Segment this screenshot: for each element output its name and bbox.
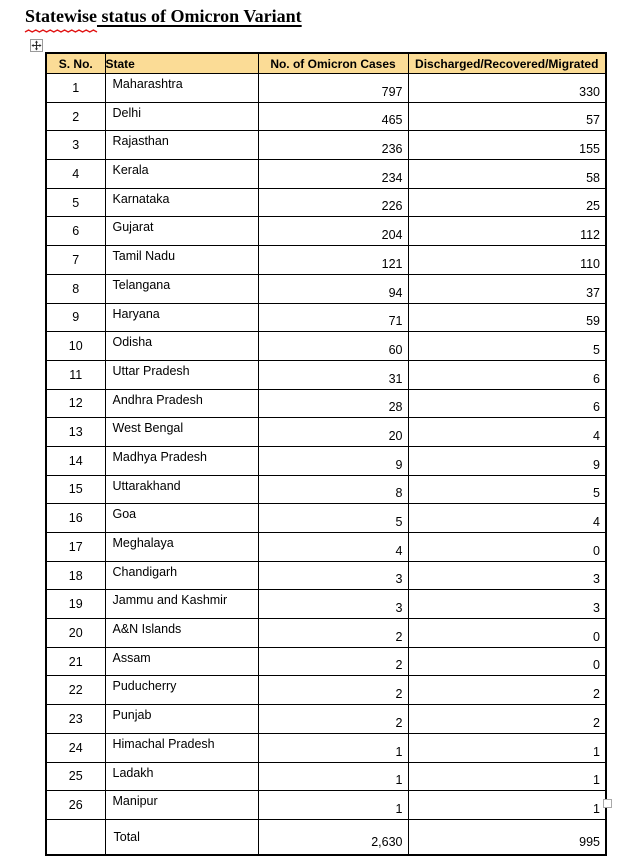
cases-cell: 3 [258,590,408,619]
discharged-cell: 110 [408,246,606,275]
sno-cell: 18 [46,561,105,590]
cases-cell: 465 [258,102,408,131]
discharged-cell: 6 [408,360,606,389]
discharged-cell: 3 [408,590,606,619]
state-cell: West Bengal [105,418,258,447]
total-discharged-cell: 995 [408,819,606,855]
sno-cell: 23 [46,705,105,734]
sno-cell: 3 [46,131,105,160]
state-cell: Karnataka [105,188,258,217]
state-cell: Delhi [105,102,258,131]
state-cell: A&N Islands [105,619,258,648]
cases-cell: 71 [258,303,408,332]
sno-cell: 24 [46,733,105,762]
table-row [46,676,606,705]
cases-cell: 60 [258,332,408,361]
cases-cell: 28 [258,389,408,418]
spellcheck-squiggle-icon [25,29,97,33]
state-cell: Rajasthan [105,131,258,160]
table-row [46,533,606,562]
state-cell: Ladakh [105,762,258,791]
table-row [46,274,606,303]
table-row [46,590,606,619]
table-row [46,504,606,533]
cases-cell: 204 [258,217,408,246]
sno-cell: 22 [46,676,105,705]
state-cell: Andhra Pradesh [105,389,258,418]
state-cell: Chandigarh [105,561,258,590]
sno-cell: 9 [46,303,105,332]
sno-cell: 16 [46,504,105,533]
state-cell: Telangana [105,274,258,303]
cases-cell: 121 [258,246,408,275]
state-cell: Goa [105,504,258,533]
table-row [46,733,606,762]
table-row [46,217,606,246]
state-cell: Himachal Pradesh [105,733,258,762]
discharged-cell: 0 [408,647,606,676]
table-row [46,418,606,447]
cases-cell: 2 [258,676,408,705]
discharged-cell: 57 [408,102,606,131]
sno-cell: 6 [46,217,105,246]
discharged-cell: 112 [408,217,606,246]
cases-cell: 9 [258,446,408,475]
col-header-sno: S. No. [46,53,105,74]
discharged-cell: 4 [408,418,606,447]
table-header-row [46,53,606,74]
total-cases-cell: 2,630 [258,819,408,855]
cases-cell: 31 [258,360,408,389]
discharged-cell: 9 [408,446,606,475]
state-cell: Puducherry [105,676,258,705]
state-cell: Kerala [105,160,258,189]
cases-cell: 1 [258,762,408,791]
state-cell: Haryana [105,303,258,332]
cases-cell: 8 [258,475,408,504]
discharged-cell: 330 [408,74,606,103]
sno-cell: 2 [46,102,105,131]
state-cell: Meghalaya [105,533,258,562]
table-row [46,619,606,648]
sno-cell: 21 [46,647,105,676]
discharged-cell: 0 [408,619,606,648]
discharged-cell: 1 [408,791,606,820]
sno-cell: 5 [46,188,105,217]
sno-cell: 17 [46,533,105,562]
sno-cell: 10 [46,332,105,361]
cases-cell: 2 [258,619,408,648]
table-row [46,188,606,217]
sno-cell: 13 [46,418,105,447]
table-total-row [46,819,606,855]
cases-cell: 5 [258,504,408,533]
sno-cell: 20 [46,619,105,648]
table-move-handle[interactable] [30,39,43,52]
table-row [46,303,606,332]
discharged-cell: 1 [408,762,606,791]
sno-cell: 7 [46,246,105,275]
title-rest-text: status of Omicron Variant [96,6,302,26]
state-cell: Madhya Pradesh [105,446,258,475]
cases-cell: 797 [258,74,408,103]
table-row [46,475,606,504]
title-first-word [25,5,97,27]
state-cell: Gujarat [105,217,258,246]
discharged-cell: 0 [408,533,606,562]
state-cell: Assam [105,647,258,676]
state-cell: Maharashtra [105,74,258,103]
table-row [46,160,606,189]
title-first-word-text: Statewise [25,6,97,26]
discharged-cell: 37 [408,274,606,303]
cases-cell: 2 [258,705,408,734]
col-header-cases: No. of Omicron Cases [258,53,408,74]
page-title [25,5,302,27]
table-row [46,762,606,791]
cases-cell: 94 [258,274,408,303]
total-empty-cell [46,819,105,855]
state-cell: Odisha [105,332,258,361]
discharged-cell: 2 [408,676,606,705]
discharged-cell: 155 [408,131,606,160]
sno-cell: 1 [46,74,105,103]
state-cell: Jammu and Kashmir [105,590,258,619]
cases-cell: 1 [258,791,408,820]
table-row [46,102,606,131]
cases-cell: 4 [258,533,408,562]
move-icon [31,40,42,51]
discharged-cell: 6 [408,389,606,418]
table-row [46,705,606,734]
col-header-state: State [105,53,258,74]
state-cell: Uttarakhand [105,475,258,504]
discharged-cell: 58 [408,160,606,189]
state-cell: Uttar Pradesh [105,360,258,389]
table-row [46,360,606,389]
table-row [46,791,606,820]
discharged-cell: 5 [408,475,606,504]
total-label-cell: Total [105,819,258,855]
cases-cell: 3 [258,561,408,590]
discharged-cell: 5 [408,332,606,361]
table-row [46,74,606,103]
cases-cell: 236 [258,131,408,160]
discharged-cell: 3 [408,561,606,590]
sno-cell: 15 [46,475,105,504]
state-cell: Tamil Nadu [105,246,258,275]
table-row [46,389,606,418]
discharged-cell: 25 [408,188,606,217]
discharged-cell: 2 [408,705,606,734]
table-row [46,131,606,160]
table-row [46,332,606,361]
discharged-cell: 59 [408,303,606,332]
discharged-cell: 1 [408,733,606,762]
col-header-discharged: Discharged/Recovered/Migrated [408,53,606,74]
cases-cell: 20 [258,418,408,447]
sno-cell: 12 [46,389,105,418]
cases-cell: 234 [258,160,408,189]
discharged-cell: 4 [408,504,606,533]
table-row [46,647,606,676]
cases-cell: 1 [258,733,408,762]
sno-cell: 14 [46,446,105,475]
table-row [46,246,606,275]
table-row [46,446,606,475]
sno-cell: 4 [46,160,105,189]
cases-cell: 2 [258,647,408,676]
table-row [46,561,606,590]
sno-cell: 11 [46,360,105,389]
sno-cell: 19 [46,590,105,619]
omicron-status-table [45,52,607,856]
state-cell: Punjab [105,705,258,734]
cases-cell: 226 [258,188,408,217]
table-resize-handle[interactable] [603,799,612,808]
sno-cell: 8 [46,274,105,303]
state-cell: Manipur [105,791,258,820]
table-body [46,74,606,820]
sno-cell: 25 [46,762,105,791]
sno-cell: 26 [46,791,105,820]
